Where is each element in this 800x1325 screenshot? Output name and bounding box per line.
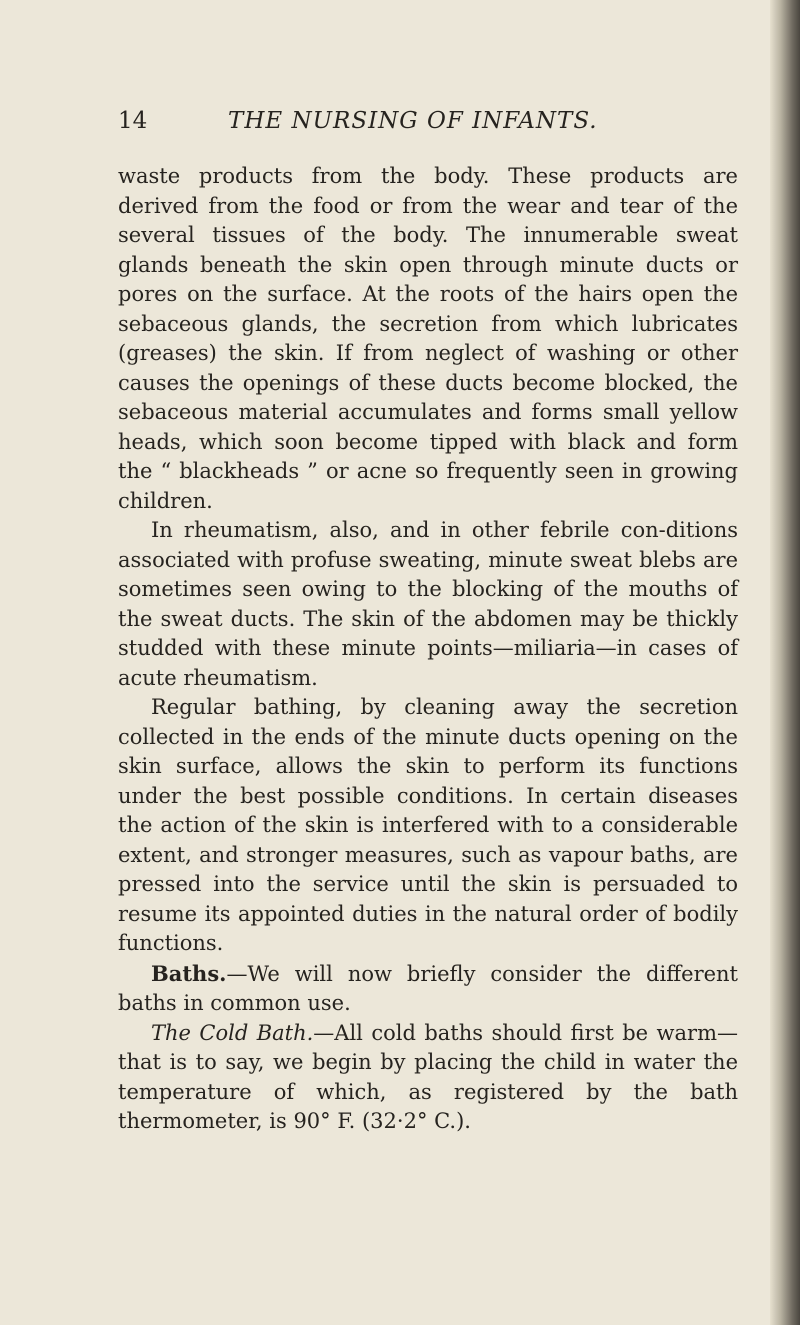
page-edge-shadow: [770, 0, 800, 1325]
page-header: [118, 108, 738, 136]
page-number: 14: [118, 108, 148, 134]
paragraph-cold-bath: [118, 1019, 738, 1137]
cold-bath-heading: The Cold Bath.: [151, 1020, 314, 1045]
running-title: THE NURSING OF INFANTS.: [228, 108, 598, 134]
paragraph-rheumatism: In rheumatism, also, and in other febrile con-ditions associated with profuse sweating, minute sweat blebs are sometimes seen owing to the blocking of the mouths of the sweat ducts. The skin of the abdomen may be thickly studded with these minute points—miliaria—in cases of acute rheumatism.: [118, 518, 738, 690]
paragraph-baths: [118, 959, 738, 1019]
body-text: [118, 162, 738, 1137]
cold-bath-text: —All cold baths should first be warm—that is to say, we begin by placing the child in water the temperature of which, as registered by the bath thermometer, is 90° F. (32·2° C.).: [118, 1020, 738, 1133]
paragraph-regular-bathing: Regular bathing, by cleaning away the secretion collected in the ends of the minute ducts opening on the skin surface, allows the skin to perform its functions under the best possible conditions. In certain diseases the action of the skin is interfered with to a considerable extent, and stronger measures, such as vapour baths, are pressed into the service until the skin is persuaded to resume its appointed duties in the natural order of bodily functions.: [118, 695, 738, 955]
paragraph-sebaceous-glands: waste products from the body. These products are derived from the food or from the wear and tear of the several tissues of the body. The innumerable sweat glands beneath the skin open through minute ducts or pores on the surface. At the roots of the hairs open the sebaceous glands, the secretion from which lubricates (greases) the skin. If from neglect of washing or other causes the openings of these ducts become blocked, the sebaceous material accumulates and forms small yellow heads, which soon become tipped with black and form the “ blackheads ” or acne so frequently seen in growing children.: [118, 164, 738, 513]
baths-heading: Baths.: [151, 960, 227, 986]
baths-text: —We will now briefly consider the different baths in common use.: [118, 961, 738, 1015]
